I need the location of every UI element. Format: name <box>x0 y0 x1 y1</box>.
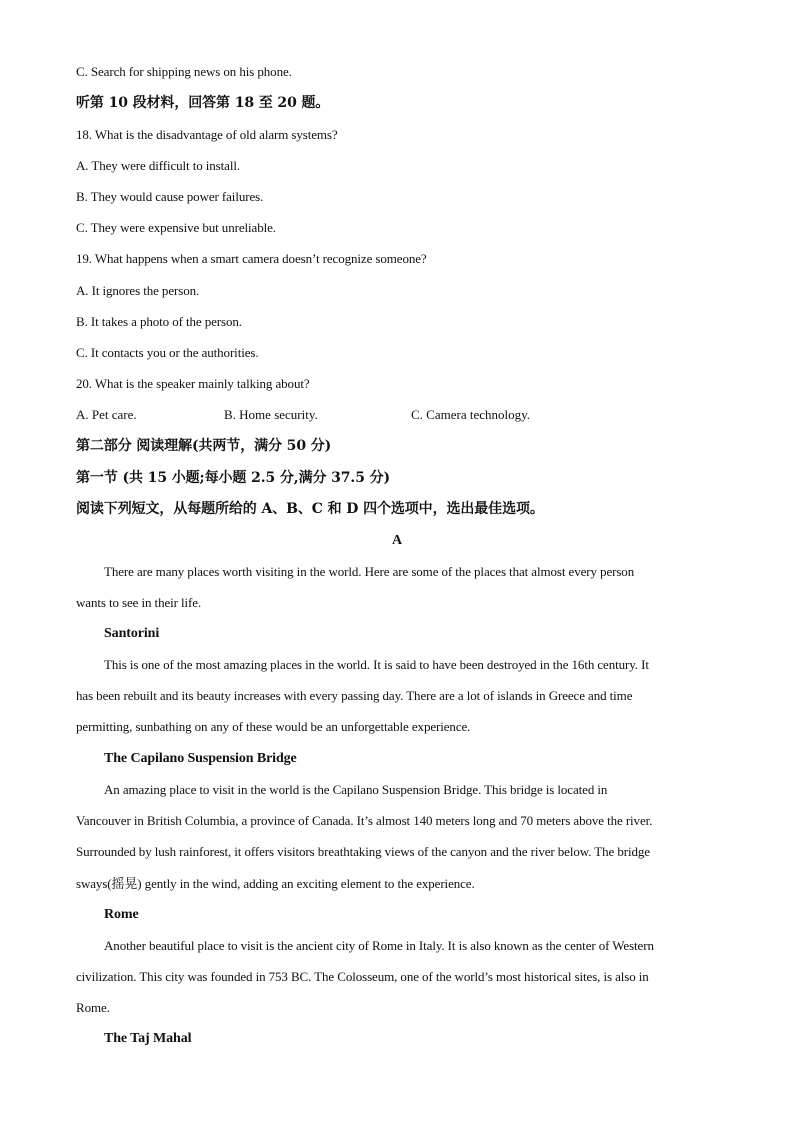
q18-option-a: A. They were difficult to install. <box>76 158 241 173</box>
q19-option-b: B. It takes a photo of the person. <box>76 314 242 329</box>
q20-stem: 20. What is the speaker mainly talking about? <box>76 376 310 391</box>
q17-option-c: C. Search for shipping news on his phone. <box>76 64 292 79</box>
capilano-line-1: An amazing place to visit in the world is the Capilano Suspension Bridge. This bridge is located in <box>104 782 608 797</box>
place-heading-rome: Rome <box>104 907 139 922</box>
q18-option-b: B. They would cause power failures. <box>76 189 264 204</box>
q20-options <box>0 407 794 423</box>
capilano-line-2: Vancouver in British Columbia, a province of Canada. It’s almost 140 meters long and 70 meters above the river. <box>76 813 653 828</box>
reading-instruction: 阅读下列短文，从每题所给的 A、B、C 和 D 四个选项中，选出最佳选项。 <box>76 501 544 517</box>
q18-option-c: C. They were expensive but unreliable. <box>76 220 276 235</box>
passage-label: A <box>391 533 403 548</box>
capilano-line-3: Surrounded by lush rainforest, it offers visitors breathtaking views of the canyon and the river below. The bridge <box>76 844 650 859</box>
q20-option-a: A. Pet care. <box>76 407 137 422</box>
listening-section-heading: 听第 10 段材料，回答第 18 至 20 题。 <box>76 95 330 111</box>
rome-line-1: Another beautiful place to visit is the ancient city of Rome in Italy. It is also known as the center of Western <box>104 938 654 953</box>
q20-option-c: C. Camera technology. <box>411 407 531 422</box>
place-heading-capilano: The Capilano Suspension Bridge <box>104 751 297 766</box>
santorini-line-1: This is one of the most amazing places in the world. It is said to have been destroyed in the 16th century. It <box>104 657 649 672</box>
q20-option-b: B. Home security. <box>224 407 318 422</box>
q19-stem: 19. What happens when a smart camera doesn’t recognize someone? <box>76 251 427 266</box>
place-heading-santorini: Santorini <box>104 626 160 641</box>
q18-stem: 18. What is the disadvantage of old alarm systems? <box>76 127 338 142</box>
rome-line-3: Rome. <box>76 1000 110 1015</box>
intro-line-2: wants to see in their life. <box>76 595 202 610</box>
santorini-line-2: has been rebuilt and its beauty increases with every passing day. There are a lot of islands in Greece and time <box>76 688 633 703</box>
place-heading-taj-mahal: The Taj Mahal <box>104 1031 192 1046</box>
intro-line-1: There are many places worth visiting in the world. Here are some of the places that almost every person <box>104 564 635 579</box>
q19-option-a: A. It ignores the person. <box>76 283 200 298</box>
rome-line-2: civilization. This city was founded in 753 BC. The Colosseum, one of the world’s most historical sites, is also in <box>76 969 649 984</box>
reading-section-heading: 第一节 (共 15 小题;每小题 2.5 分,满分 37.5 分) <box>76 470 391 486</box>
capilano-line-4: sways(摇晃) gently in the wind, adding an exciting element to the experience. <box>76 876 475 891</box>
reading-part-heading: 第二部分 阅读理解(共两节，满分 50 分) <box>76 438 332 454</box>
q19-option-c: C. It contacts you or the authorities. <box>76 345 259 360</box>
santorini-line-3: permitting, sunbathing on any of these would be an unforgettable experience. <box>76 719 471 734</box>
